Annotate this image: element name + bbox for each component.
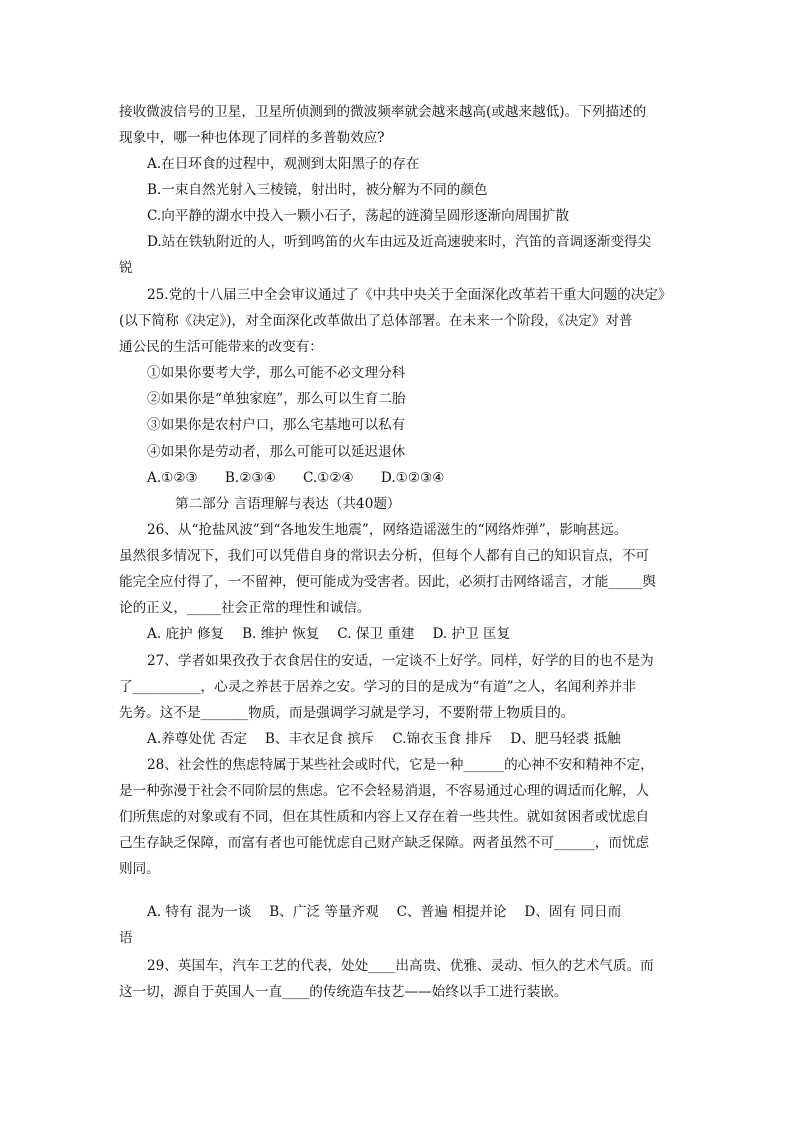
- text-line: 通公民的生活可能带来的改变有：: [119, 339, 323, 355]
- text-line: 语: [119, 930, 133, 946]
- text-line: 论的正义，_____社会正常的理性和诚信。: [119, 600, 371, 616]
- options-28: A. 特有 混为一谈 B、广泛 等量齐观 C、普遍 相提并论 D、固有 同日而: [147, 904, 622, 920]
- text-line: 则同。: [119, 861, 160, 877]
- text-line: 先务。这不是_______物质，而是强调学习就是学习，不要附带上物质目的。: [119, 705, 575, 721]
- text-line: 这一切，源自于英国人一直____的传统造车技艺——始终以手工进行装嵌。: [119, 984, 568, 1000]
- text-line: 虽然很多情况下，我们可以凭借自身的常识去分析，但每个人都有自己的知识盲点，不可: [119, 548, 650, 564]
- option-d: D.站在铁轨附近的人，听到鸣笛的火车由远及近高速驶来时，汽笛的音调逐渐变得尖: [147, 234, 652, 250]
- question-28: 28、社会性的焦虑特属于某些社会或时代，它是一种______的心神不安和精神不定，: [147, 757, 654, 773]
- question-27: 27、学者如果孜孜于衣食居住的安适，一定谈不上好学。同样，好学的目的也不是为: [147, 653, 654, 669]
- text-line: 锐: [119, 260, 133, 276]
- text-line: 是一种弥漫于社会不同阶层的焦虑。它不会轻易消退，不容易通过心理的调适而化解，人: [119, 783, 650, 799]
- options-27: A.养尊处优 否定 B、丰衣足食 摈斥 C.锦衣玉食 排斥 D、肥马轻裘 抵触: [147, 731, 621, 747]
- question-29: 29、英国车，汽车工艺的代表，处处____出高贵、优雅、灵动、恒久的艺术气质。而: [147, 958, 654, 974]
- statement-1: ①如果你要考大学，那么可能不必文理分科: [147, 365, 406, 381]
- text-line: 能完全应付得了，一不留神，便可能成为受害者。因此，必须打击网络谣言，才能_____舆: [119, 574, 656, 590]
- statement-4: ④如果你是劳动者，那么可能可以延迟退休: [147, 444, 406, 460]
- options-25: A.①②③ B.②③④ C.①②④ D.①②③④: [147, 470, 445, 486]
- text-line: 己生存缺乏保障，而富有者也可能忧虑自己财产缺乏保障。两者虽然不可______，而忧虑: [119, 835, 650, 851]
- statement-2: ②如果你是“单独家庭”，那么可以生育二胎: [147, 391, 406, 407]
- question-25: 25.党的十八届三中全会审议通过了《中共中央关于全面深化改革若干重大问题的决定》: [147, 287, 672, 303]
- section-heading: 第二部分 言语理解与表达（共40题）: [175, 496, 401, 512]
- option-c: C.向平静的湖水中投入一颗小石子，荡起的涟漪呈圆形逐渐向周围扩散: [147, 208, 570, 224]
- text-line: 接收微波信号的卫星，卫星所侦测到的微波频率就会越来越高(或越来越低)。下列描述的: [119, 104, 647, 120]
- question-26: 26、从“抢盐风波”到“各地发生地震”，网络造谣滋生的“网络炸弹”，影响甚远。: [147, 522, 628, 538]
- options-26: A. 庇护 修复 B. 维护 恢复 C. 保卫 重建 D. 护卫 匡复: [147, 626, 511, 642]
- option-a: A.在日环食的过程中，观测到太阳黑子的存在: [147, 156, 420, 172]
- text-line: (以下简称《决定》)，对全面深化改革做出了总体部署。在未来一个阶段，《决定》对普: [119, 313, 633, 329]
- statement-3: ③如果你是农村户口，那么宅基地可以私有: [147, 417, 406, 433]
- option-b: B.一束自然光射入三棱镜，射出时，被分解为不同的颜色: [147, 182, 488, 198]
- text-line: 现象中，哪一种也体现了同样的多普勒效应?: [119, 130, 385, 146]
- text-line: 了__________，心灵之养甚于居养之安。学习的目的是成为“有道”之人，名闻利养并非: [119, 679, 636, 695]
- text-line: 们所焦虑的对象或有不同，但在其性质和内容上又存在着一些共性。就如贫困者或忧虑自: [119, 809, 650, 825]
